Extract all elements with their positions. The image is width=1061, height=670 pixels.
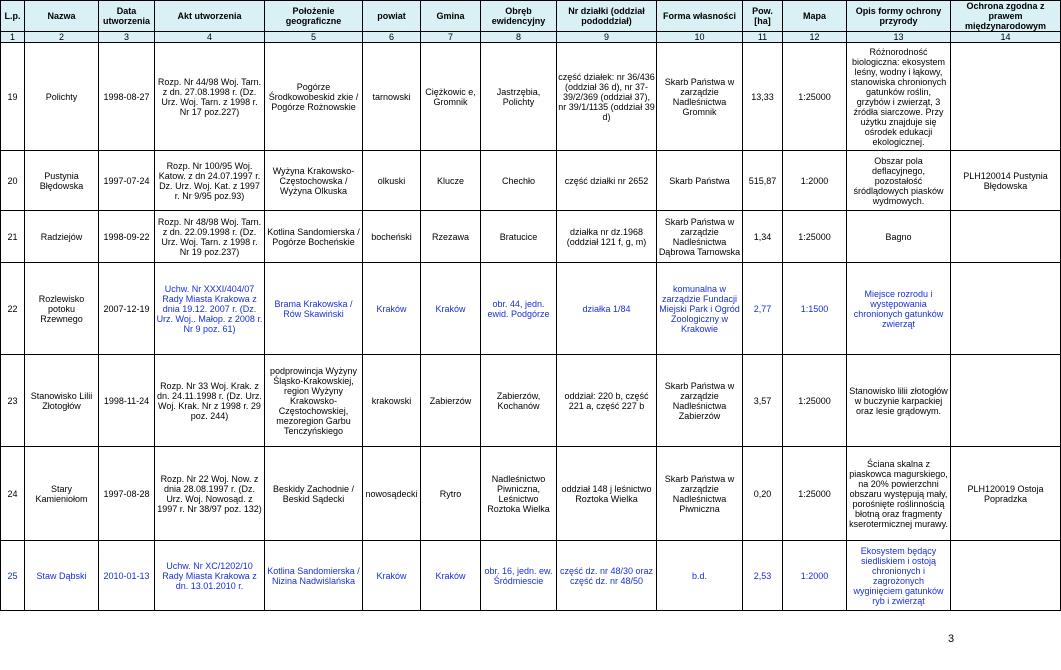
row-number: 21	[1, 211, 25, 263]
plot-number: działka nr dz.1968 (oddział 121 f, g, m)	[557, 211, 657, 263]
legal-act: Rozp. Nr 33 Woj. Krak. z dn. 24.11.1998 r. (Dz. Urz. Woj. Krak. Nr z 1998 r. 29 poz. 244)	[155, 355, 265, 447]
area-ha: 0,20	[743, 447, 783, 541]
international-protection: PLH120019 Ostoja Popradzka	[951, 447, 1061, 541]
row-number: 20	[1, 151, 25, 211]
header-cell: Gmina	[421, 1, 481, 32]
protection-description: Stanowisko lilii złotogłów w buczynie karpackiej oraz lesie grądowym.	[847, 355, 951, 447]
cadastral-area: Chechło	[481, 151, 557, 211]
column-number: 10	[657, 32, 743, 43]
commune: Klucze	[421, 151, 481, 211]
international-protection	[951, 211, 1061, 263]
county: olkuski	[363, 151, 421, 211]
ownership: komunalna w zarządzie Fundacji Miejski Park i Ogród Zoologiczny w Krakowie	[657, 263, 743, 355]
county: bocheński	[363, 211, 421, 263]
plot-number: oddział 148 j leśnictwo Roztoka Wielka	[557, 447, 657, 541]
legal-act: Rozp. Nr 22 Woj. Now. z dnia 28.08.1997 r. (Dz. Urz. Woj. Nowosąd. z 1997 r. Nr 38/97 poz. 132)	[155, 447, 265, 541]
county: krakowski	[363, 355, 421, 447]
legal-act: Uchw. Nr XXXI/404/07 Rady Miasta Krakowa z dnia 19.12. 2007 r. (Dz. Urz. Woj.. Małop. z 2008 r. Nr 9 poz. 61)	[155, 263, 265, 355]
plot-number: oddział: 220 b, część 221 a, część 227 b	[557, 355, 657, 447]
column-number: 5	[265, 32, 363, 43]
map-scale: 1:2000	[783, 541, 847, 611]
geographic-location: Kotlina Sandomierska / Pogórze Bocheńskie	[265, 211, 363, 263]
reserve-name: Staw Dąbski	[25, 541, 99, 611]
ownership: b.d.	[657, 541, 743, 611]
cadastral-area: Jastrzębia, Polichty	[481, 43, 557, 151]
commune: Kraków	[421, 263, 481, 355]
creation-date: 1998-08-27	[99, 43, 155, 151]
cadastral-area: Nadleśnictwo Piwniczna, Leśnictwo Roztoka Wielka	[481, 447, 557, 541]
header-cell: Nr działki (oddział pododdział)	[557, 1, 657, 32]
international-protection	[951, 355, 1061, 447]
header-cell: Forma własności	[657, 1, 743, 32]
geographic-location: podprowincja Wyżyny Śląsko-Krakowskiej, region Wyżyny Krakowsko-Częstochowskiej, mezoregion Garbu Tenczyńskiego	[265, 355, 363, 447]
table-row	[1, 447, 1061, 541]
ownership: Skarb Państwa w zarządzie Nadleśnictwa Dąbrowa Tarnowska	[657, 211, 743, 263]
column-number: 14	[951, 32, 1061, 43]
international-protection	[951, 43, 1061, 151]
creation-date: 1997-07-24	[99, 151, 155, 211]
geographic-location: Wyżyna Krakowsko-Częstochowska / Wyżyna Olkuska	[265, 151, 363, 211]
ownership: Skarb Państwa w zarządzie Nadleśnictwa Piwniczna	[657, 447, 743, 541]
protection-description: Miejsce rozrodu i występowania chronionych gatunków zwierząt	[847, 263, 951, 355]
header-cell: Akt utworzenia	[155, 1, 265, 32]
table-row	[1, 43, 1061, 151]
cadastral-area: Bratucice	[481, 211, 557, 263]
county: Kraków	[363, 263, 421, 355]
ownership: Skarb Państwa	[657, 151, 743, 211]
table-row	[1, 541, 1061, 611]
header-cell: Pow. [ha]	[743, 1, 783, 32]
geographic-location: Brama Krakowska / Rów Skawiński	[265, 263, 363, 355]
area-ha: 1,34	[743, 211, 783, 263]
column-number: 12	[783, 32, 847, 43]
row-number: 23	[1, 355, 25, 447]
creation-date: 1998-11-24	[99, 355, 155, 447]
protection-description: Ściana skalna z piaskowca magurskiego, na 20% powierzchni obszaru występują mały, porośnięte roślinnością błotną oraz fragmenty kserotermicznej murawy.	[847, 447, 951, 541]
table-row	[1, 263, 1061, 355]
ownership: Skarb Państwa w zarządzie Nadleśnictwa Zabierzów	[657, 355, 743, 447]
international-protection: PLH120014 Pustynia Błędowska	[951, 151, 1061, 211]
column-number: 6	[363, 32, 421, 43]
creation-date: 2007-12-19	[99, 263, 155, 355]
area-ha: 13,33	[743, 43, 783, 151]
plot-number: część dz. nr 48/30 oraz część dz. nr 48/50	[557, 541, 657, 611]
row-number: 22	[1, 263, 25, 355]
header-cell: Położenie geograficzne	[265, 1, 363, 32]
header-cell: powiat	[363, 1, 421, 32]
commune: Rzezawa	[421, 211, 481, 263]
geographic-location: Kotlina Sandomierska / Nizina Nadwiślańska	[265, 541, 363, 611]
geographic-location: Pogórze Środkowobeskid zkie / Pogórze Rożnowskie	[265, 43, 363, 151]
plot-number: część działki nr 2652	[557, 151, 657, 211]
table-row	[1, 151, 1061, 211]
column-number: 8	[481, 32, 557, 43]
cadastral-area: Zabierzów, Kochanów	[481, 355, 557, 447]
legal-act: Rozp. Nr 48/98 Woj. Tarn. z dn. 22.09.1998 r. (Dz. Urz. Woj. Tarn. z 1998 r. Nr 19 poz.237)	[155, 211, 265, 263]
area-ha: 515,87	[743, 151, 783, 211]
column-number-row	[1, 32, 1061, 43]
map-scale: 1:25000	[783, 447, 847, 541]
column-number: 3	[99, 32, 155, 43]
header-cell: Ochrona zgodna z prawem międzynarodowym	[951, 1, 1061, 32]
cadastral-area: obr. 44, jedn. ewid. Podgórze	[481, 263, 557, 355]
header-row	[1, 1, 1061, 32]
area-ha: 2,77	[743, 263, 783, 355]
page-number: 3	[948, 633, 955, 645]
column-number: 11	[743, 32, 783, 43]
column-number: 9	[557, 32, 657, 43]
creation-date: 2010-01-13	[99, 541, 155, 611]
commune: Kraków	[421, 541, 481, 611]
legal-act: Rozp. Nr 44/98 Woj. Tarn. z dn. 27.08.1998 r. (Dz. Urz. Woj. Tarn. z 1998 r. Nr 17 poz.227)	[155, 43, 265, 151]
county: Kraków	[363, 541, 421, 611]
header-cell: Obręb ewidencyjny	[481, 1, 557, 32]
commune: Rytro	[421, 447, 481, 541]
plot-number: część działek: nr 36/436 (oddział 36 d), nr 37-39/2/369 (oddział 37), nr 39/1/1135 (oddział 39 d)	[557, 43, 657, 151]
cadastral-area: obr. 16, jedn. ew. Śródmiescie	[481, 541, 557, 611]
area-ha: 3,57	[743, 355, 783, 447]
map-scale: 1:2000	[783, 151, 847, 211]
area-ha: 2,53	[743, 541, 783, 611]
reserve-name: Stary Kamieniołom	[25, 447, 99, 541]
header-cell: Mapa	[783, 1, 847, 32]
column-number: 7	[421, 32, 481, 43]
legal-act: Rozp. Nr 100/95 Woj. Katow. z dn 24.07.1997 r. Dz. Urz. Woj. Kat. z 1997 r. Nr 9/95 poz.93)	[155, 151, 265, 211]
county: nowosądecki	[363, 447, 421, 541]
commune: Ciężkowic e, Gromnik	[421, 43, 481, 151]
creation-date: 1997-08-28	[99, 447, 155, 541]
reserve-name: Stanowisko Lilii Złotogłów	[25, 355, 99, 447]
column-number: 13	[847, 32, 951, 43]
commune: Zabierzów	[421, 355, 481, 447]
international-protection	[951, 263, 1061, 355]
reserve-name: Polichty	[25, 43, 99, 151]
row-number: 25	[1, 541, 25, 611]
reserve-name: Radziejów	[25, 211, 99, 263]
header-cell: Data utworzenia	[99, 1, 155, 32]
map-scale: 1:25000	[783, 43, 847, 151]
table-row	[1, 211, 1061, 263]
legal-act: Uchw. Nr XC/1202/10 Rady Miasta Krakowa z dn. 13.01.2010 r.	[155, 541, 265, 611]
column-number: 2	[25, 32, 99, 43]
ownership: Skarb Państwa w zarządzie Nadleśnictwa Gromnik	[657, 43, 743, 151]
reserve-name: Pustynia Błędowska	[25, 151, 99, 211]
column-number: 4	[155, 32, 265, 43]
map-scale: 1:1500	[783, 263, 847, 355]
protection-description: Obszar pola deflacyjnego, pozostałość śródlądowych piasków wydmowych.	[847, 151, 951, 211]
creation-date: 1998-09-22	[99, 211, 155, 263]
map-scale: 1:25000	[783, 355, 847, 447]
reserve-name: Rozlewisko potoku Rzewnego	[25, 263, 99, 355]
protection-description: Bagno	[847, 211, 951, 263]
row-number: 19	[1, 43, 25, 151]
table-row	[1, 355, 1061, 447]
row-number: 24	[1, 447, 25, 541]
header-cell: Opis formy ochrony przyrody	[847, 1, 951, 32]
protection-description: Różnorodność biologiczna: ekosystem leśny, wodny i łąkowy, stanowiska chronionych gatunków roślin, grzybów i zwierząt, 3 źródła siarczowe. Przy użytku znajduje się ośrodek edukacji ekologicznej.	[847, 43, 951, 151]
geographic-location: Beskidy Zachodnie / Beskid Sądecki	[265, 447, 363, 541]
header-cell: Nazwa	[25, 1, 99, 32]
international-protection	[951, 541, 1061, 611]
map-scale: 1:25000	[783, 211, 847, 263]
plot-number: działka 1/84	[557, 263, 657, 355]
header-cell: L.p.	[1, 1, 25, 32]
column-number: 1	[1, 32, 25, 43]
county: tarnowski	[363, 43, 421, 151]
protection-description: Ekosystem będący siedliskiem i ostoją chronionych i zagrożonych wyginięciem gatunków ryb i zwierząt	[847, 541, 951, 611]
